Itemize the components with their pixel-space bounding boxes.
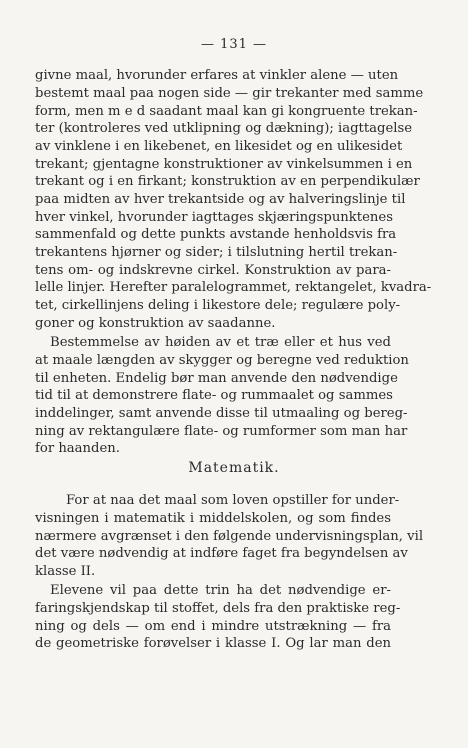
text-line: at maale længden av skygger og beregne ved reduktion: [35, 353, 409, 368]
text-line: de geometriske forøvelser i klasse I. Og lar man den: [35, 636, 391, 651]
text-line: For at naa det maal som loven opstiller for under-: [66, 493, 400, 508]
text-line: nærmere avgrænset i den følgende undervisningsplan, vil: [35, 529, 424, 544]
text-line: sammenfald og dette punkts avstande henholdsvis fra: [35, 227, 397, 242]
text-line: av vinklene i en likebenet, en likesidet og en ulikesidet: [35, 139, 403, 154]
text-line: givne maal, hvorunder erfares at vinkler alene — uten: [35, 68, 399, 83]
text-line: tid til at demonstrere flate- og rummaalet og sammes: [35, 388, 393, 403]
text-line: det være nødvendig at indføre faget fra begyndelsen av: [35, 546, 408, 561]
text-line: klasse II.: [35, 564, 96, 579]
text-line: tens om- og indskrevne cirkel. Konstruktion av para-: [35, 263, 391, 278]
text-line: hver vinkel, hvorunder iagttages skjæringspunktenes: [35, 210, 393, 225]
text-line: inddelinger, samt anvende disse til utmaaling og bereg-: [35, 406, 408, 421]
text-line: til enheten. Endelig bør man anvende den nødvendige: [35, 371, 398, 386]
text-line: ning og dels — om end i mindre utstrækning — fra: [35, 619, 391, 634]
text-line: paa midten av hver trekantside og av halveringslinje til: [35, 192, 406, 207]
text-line: tet, cirkellinjens deling i likestore dele; regulære poly-: [35, 298, 401, 313]
text-line: goner og konstruktion av saadanne.: [35, 316, 276, 331]
text-line: visningen i matematik i middelskolen, og som findes: [35, 511, 391, 526]
section-heading: Matematik.: [188, 460, 280, 476]
text-line: trekantens hjørner og sider; i tilslutning hertil trekan-: [35, 245, 398, 260]
text-line: ning av rektangulære flate- og rumformer som man har: [35, 424, 408, 439]
text-line: trekant og i en firkant; konstruktion av en perpendikulær: [35, 174, 420, 189]
text-line: lelle linjer. Herefter paralelogrammet, rektangelet, kvadra-: [35, 280, 432, 295]
text-line: faringskjendskap til stoffet, dels fra den praktiske reg-: [35, 601, 401, 616]
text-line: ter (kontroleres ved utklipning og dækning); iagttagelse: [35, 121, 413, 136]
text-line: form, men m e d saadant maal kan gi kongruente trekan-: [35, 104, 418, 119]
text-line: trekant; gjentagne konstruktioner av vinkelsummen i en: [35, 157, 413, 172]
text-line: bestemt maal paa nogen side — gir trekanter med samme: [35, 86, 424, 101]
text-line: Elevene vil paa dette trin ha det nødvendige er-: [50, 583, 391, 598]
page-number: — 131 —: [200, 37, 268, 52]
text-line: Bestemmelse av høiden av et træ eller et hus ved: [50, 335, 391, 350]
text-line: for haanden.: [35, 441, 120, 456]
